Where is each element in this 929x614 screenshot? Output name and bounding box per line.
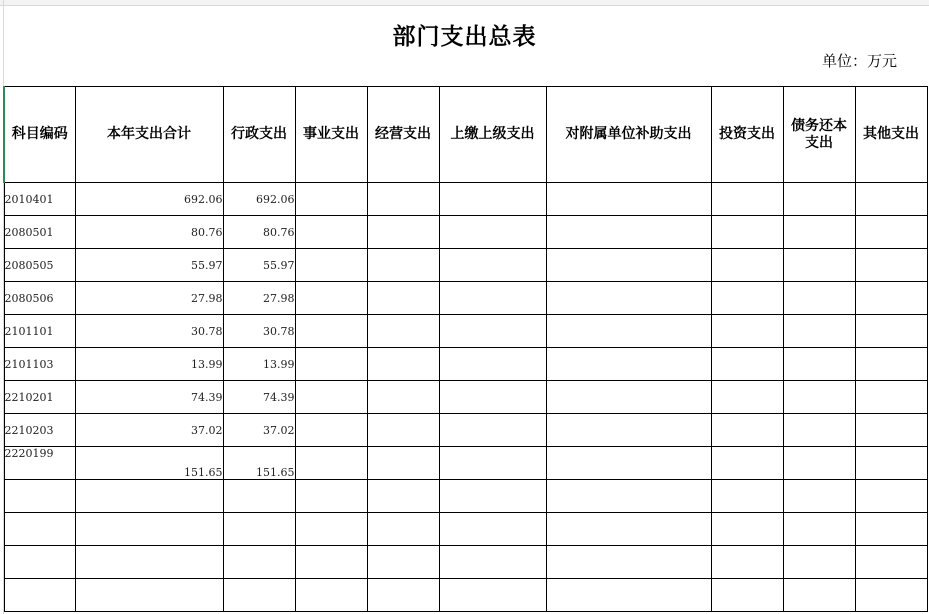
sheet-top-gridline xyxy=(0,0,929,6)
cell-admin[interactable]: 37.02 xyxy=(223,414,295,447)
cell-empty[interactable] xyxy=(855,414,927,447)
header-cell-public-service[interactable]: 事业支出 xyxy=(295,87,367,183)
cell-total[interactable]: 30.78 xyxy=(75,315,223,348)
cell-empty[interactable] xyxy=(783,282,855,315)
header-cell-other[interactable]: 其他支出 xyxy=(855,87,927,183)
cell-admin[interactable]: 80.76 xyxy=(223,216,295,249)
cell-empty[interactable] xyxy=(783,579,855,612)
cell-subject-code[interactable]: 2010401 xyxy=(4,183,75,216)
cell-empty[interactable] xyxy=(439,183,546,216)
cell-empty[interactable] xyxy=(295,348,367,381)
cell-total[interactable]: 37.02 xyxy=(75,414,223,447)
cell-empty[interactable] xyxy=(783,546,855,579)
cell-empty[interactable] xyxy=(546,480,711,513)
cell-empty[interactable] xyxy=(295,381,367,414)
cell-empty[interactable] xyxy=(546,381,711,414)
cell-empty[interactable] xyxy=(439,513,546,546)
cell-empty[interactable] xyxy=(223,546,295,579)
header-row xyxy=(4,87,927,183)
cell-empty[interactable] xyxy=(367,249,439,282)
header-cell-debt-repayment-text: 债务还本支出 xyxy=(791,117,847,151)
table-row xyxy=(4,381,927,414)
cell-empty[interactable] xyxy=(367,381,439,414)
cell-empty[interactable] xyxy=(546,249,711,282)
header-cell-investment[interactable]: 投资支出 xyxy=(711,87,783,183)
cell-empty[interactable] xyxy=(295,546,367,579)
cell-empty[interactable] xyxy=(367,315,439,348)
cell-empty[interactable] xyxy=(855,315,927,348)
cell-empty[interactable] xyxy=(295,480,367,513)
cell-empty[interactable] xyxy=(711,579,783,612)
cell-empty[interactable] xyxy=(546,447,711,480)
header-cell-remit-superior[interactable]: 上缴上级支出 xyxy=(439,87,546,183)
cell-empty[interactable] xyxy=(439,579,546,612)
cell-empty[interactable] xyxy=(855,216,927,249)
table-row-empty xyxy=(4,579,927,612)
cell-empty[interactable] xyxy=(711,183,783,216)
cell-empty[interactable] xyxy=(223,579,295,612)
cell-empty[interactable] xyxy=(439,480,546,513)
cell-empty[interactable] xyxy=(295,249,367,282)
cell-empty[interactable] xyxy=(546,315,711,348)
cell-empty[interactable] xyxy=(783,414,855,447)
cell-empty[interactable] xyxy=(855,249,927,282)
cell-admin[interactable]: 74.39 xyxy=(223,381,295,414)
cell-empty[interactable] xyxy=(367,480,439,513)
cell-empty[interactable] xyxy=(367,282,439,315)
cell-empty[interactable] xyxy=(367,513,439,546)
cell-empty[interactable] xyxy=(546,579,711,612)
cell-subject-code[interactable]: 2080501 xyxy=(4,216,75,249)
cell-empty[interactable] xyxy=(855,447,927,480)
cell-admin[interactable]: 13.99 xyxy=(223,348,295,381)
cell-empty[interactable] xyxy=(711,414,783,447)
cell-total[interactable]: 74.39 xyxy=(75,381,223,414)
cell-empty[interactable] xyxy=(783,513,855,546)
cell-empty[interactable] xyxy=(295,579,367,612)
cell-empty[interactable] xyxy=(546,183,711,216)
cell-empty[interactable] xyxy=(367,216,439,249)
cell-empty[interactable] xyxy=(783,447,855,480)
cell-empty[interactable] xyxy=(783,249,855,282)
cell-empty[interactable] xyxy=(4,480,75,513)
cell-empty[interactable] xyxy=(546,282,711,315)
header-cell-operating[interactable]: 经营支出 xyxy=(367,87,439,183)
cell-subject-code[interactable]: 2210203 xyxy=(4,414,75,447)
cell-empty[interactable] xyxy=(711,513,783,546)
cell-empty[interactable] xyxy=(546,348,711,381)
cell-empty[interactable] xyxy=(439,282,546,315)
cell-empty[interactable] xyxy=(855,480,927,513)
cell-empty[interactable] xyxy=(223,480,295,513)
header-cell-debt-repayment[interactable] xyxy=(783,87,855,183)
cell-empty[interactable] xyxy=(711,447,783,480)
cell-empty[interactable] xyxy=(711,348,783,381)
cell-empty[interactable] xyxy=(546,216,711,249)
cell-empty[interactable] xyxy=(367,348,439,381)
cell-empty[interactable] xyxy=(75,546,223,579)
cell-empty[interactable] xyxy=(295,216,367,249)
cell-empty[interactable] xyxy=(367,579,439,612)
report-title[interactable]: 部门支出总表 xyxy=(392,23,537,50)
cell-admin[interactable]: 151.65 xyxy=(223,447,295,480)
cell-empty[interactable] xyxy=(711,216,783,249)
cell-empty[interactable] xyxy=(367,183,439,216)
cell-empty[interactable] xyxy=(711,315,783,348)
cell-empty[interactable] xyxy=(711,381,783,414)
expenditure-table xyxy=(3,86,928,612)
header-cell-subject-code[interactable]: 科目编码 xyxy=(4,87,75,183)
cell-empty[interactable] xyxy=(855,579,927,612)
cell-subject-code[interactable]: 2101101 xyxy=(4,315,75,348)
cell-total[interactable]: 55.97 xyxy=(75,249,223,282)
cell-empty[interactable] xyxy=(439,414,546,447)
table-row xyxy=(4,183,927,216)
cell-empty[interactable] xyxy=(783,480,855,513)
cell-empty[interactable] xyxy=(439,546,546,579)
cell-empty[interactable] xyxy=(439,381,546,414)
cell-empty[interactable] xyxy=(783,348,855,381)
cell-empty[interactable] xyxy=(711,546,783,579)
table-row-empty xyxy=(4,546,927,579)
cell-empty[interactable] xyxy=(855,348,927,381)
header-cell-admin[interactable]: 行政支出 xyxy=(223,87,295,183)
cell-empty[interactable] xyxy=(75,513,223,546)
cell-empty[interactable] xyxy=(783,381,855,414)
cell-empty[interactable] xyxy=(367,447,439,480)
cell-empty[interactable] xyxy=(783,315,855,348)
cell-empty[interactable] xyxy=(439,249,546,282)
cell-empty[interactable] xyxy=(783,216,855,249)
cell-empty[interactable] xyxy=(711,480,783,513)
table-row-empty xyxy=(4,513,927,546)
cell-subject-code[interactable]: 2220199 xyxy=(4,447,75,480)
cell-total[interactable]: 151.65 xyxy=(75,447,223,480)
cell-empty[interactable] xyxy=(711,249,783,282)
table-row xyxy=(4,315,927,348)
cell-empty[interactable] xyxy=(855,282,927,315)
table-row xyxy=(4,348,927,381)
cell-empty[interactable] xyxy=(295,447,367,480)
cell-empty[interactable] xyxy=(711,282,783,315)
cell-empty[interactable] xyxy=(295,315,367,348)
cell-empty[interactable] xyxy=(855,546,927,579)
cell-empty[interactable] xyxy=(75,480,223,513)
cell-empty[interactable] xyxy=(4,513,75,546)
cell-empty[interactable] xyxy=(546,513,711,546)
cell-empty[interactable] xyxy=(367,546,439,579)
cell-empty[interactable] xyxy=(75,579,223,612)
cell-subject-code[interactable]: 2210201 xyxy=(4,381,75,414)
cell-admin[interactable]: 692.06 xyxy=(223,183,295,216)
cell-total[interactable]: 80.76 xyxy=(75,216,223,249)
unit-label[interactable]: 单位：万元 xyxy=(821,52,897,70)
table-row xyxy=(4,414,927,447)
cell-empty[interactable] xyxy=(439,216,546,249)
cell-empty[interactable] xyxy=(4,546,75,579)
cell-subject-code[interactable]: 2080505 xyxy=(4,249,75,282)
cell-subject-code[interactable]: 2080506 xyxy=(4,282,75,315)
table-row-empty xyxy=(4,480,927,513)
cell-subject-code[interactable]: 2101103 xyxy=(4,348,75,381)
cell-empty[interactable] xyxy=(855,183,927,216)
cell-empty[interactable] xyxy=(295,414,367,447)
cell-empty[interactable] xyxy=(295,513,367,546)
cell-empty[interactable] xyxy=(295,183,367,216)
table-row xyxy=(4,216,927,249)
cell-admin[interactable]: 30.78 xyxy=(223,315,295,348)
cell-empty[interactable] xyxy=(367,414,439,447)
cell-admin[interactable]: 55.97 xyxy=(223,249,295,282)
cell-empty[interactable] xyxy=(439,348,546,381)
cell-empty[interactable] xyxy=(295,282,367,315)
cell-total[interactable]: 692.06 xyxy=(75,183,223,216)
cell-empty[interactable] xyxy=(855,513,927,546)
cell-empty[interactable] xyxy=(223,513,295,546)
cell-empty[interactable] xyxy=(855,381,927,414)
cell-empty[interactable] xyxy=(439,315,546,348)
table-row xyxy=(4,282,927,315)
cell-empty[interactable] xyxy=(546,546,711,579)
table-row xyxy=(4,249,927,282)
cell-admin[interactable]: 27.98 xyxy=(223,282,295,315)
table-row xyxy=(4,447,927,480)
cell-total[interactable]: 27.98 xyxy=(75,282,223,315)
cell-total[interactable]: 13.99 xyxy=(75,348,223,381)
cell-empty[interactable] xyxy=(4,579,75,612)
header-cell-subsidy-affiliates[interactable]: 对附属单位补助支出 xyxy=(546,87,711,183)
cell-empty[interactable] xyxy=(546,414,711,447)
cell-empty[interactable] xyxy=(783,183,855,216)
header-cell-total[interactable]: 本年支出合计 xyxy=(75,87,223,183)
cell-empty[interactable] xyxy=(439,447,546,480)
